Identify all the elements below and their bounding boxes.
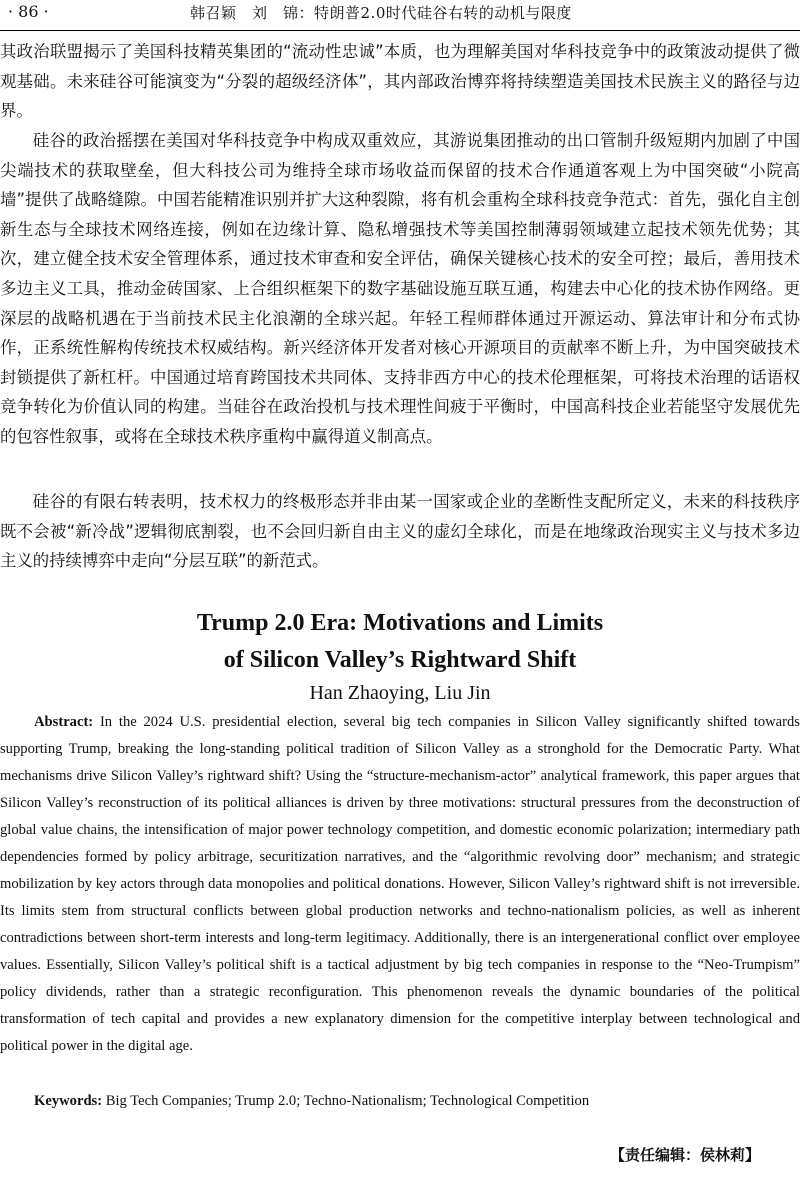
keywords (0, 1088, 800, 1115)
body-paragraph: 硅谷的有限右转表明，技术权力的终极形态并非由某一国家或企业的垄断性支配所定义，未来的科技秩序既不会被“新冷战”逻辑彻底割裂，也不会回归新自由主义的虚幻全球化，而是在地缘政治现实主义与技术多边主义的持续博弈中走向“分层互联”的新范式。 (0, 492, 800, 571)
english-title-line-1: Trump 2.0 Era: Motivations and Limits (196, 610, 604, 636)
body-paragraph: 硅谷的政治摇摆在美国对华科技竞争中构成双重效应，其游说集团推动的出口管制升级短期内加剧了中国尖端技术的获取壁垒，但大科技公司为维持全球市场收益而保留的技术合作通道客观上为中国突破“小院高墙”提供了战略缝隙。中国若能精准识别并扩大这种裂隙，将有机会重构全球科技竞争范式：首先，强化自主创新生态与全球技术网络连接，例如在边缘计算、隐私增强技术等美国控制薄弱领域建立起技术领先优势；其次，建立健全技术安全管理体系，通过技术审查和安全评估，确保关键核心技术的安全可控；最后，善用技术多边主义工具，推动金砖国家、上合组织框架下的数字基础设施互联互通，构建去中心化的技术协作网络。更深层的战略机遇在于当前技术民主化浪潮的全球兴起。年轻工程师群体通过开源运动、算法审计和分布式协作，正系统性解构传统技术权威结构。新兴经济体开发者对核心开源项目的贡献率不断上升，为中国突破技术封锁提供了新杠杆。中国通过培育跨国技术共同体、支持非西方中心的技术伦理框架，可将技术治理的话语权竞争转化为价值认同的构建。当硅谷在政治投机与技术理性间疲于平衡时，中国高科技企业若能坚守发展优先的包容性叙事，或将在全球技术秩序重构中赢得道义制高点。 (0, 131, 800, 446)
abstract-label: Abstract: (34, 714, 94, 730)
page-number: · 86 · (8, 2, 49, 21)
editor-note: 【责任编辑：侯林莉】 (609, 1146, 760, 1164)
keywords-text: Big Tech Companies; Trump 2.0; Techno-Nationalism; Technological Competition (102, 1093, 590, 1109)
authors: Han Zhaoying, Liu Jin (309, 682, 491, 704)
running-header (0, 0, 800, 31)
english-title-line-2: of Silicon Valley’s Rightward Shift (223, 647, 577, 673)
body-paragraph-continued: 其政治联盟揭示了美国科技精英集团的“流动性忠诚”本质，也为理解美国对华科技竞争中的政策波动提供了微观基础。未来硅谷可能演变为“分裂的超级经济体”，其内部政治博弈将持续塑造美国技术民族主义的路径与边界。 (0, 42, 800, 121)
abstract-text: In the 2024 U.S. presidential election, several big tech companies in Silicon Valley significantly shifted towards supporting Trump, breaking the long-standing political tradition of Silicon Valley as a stronghold for the Democratic Party. What mechanisms drive Silicon Valley’s rightward shift? Using the “structure-mechanism-actor” analytical framework, this paper argues that Silicon Valley’s reconstruction of its political alliances is driven by three motivations: structural pressures from the deconstruction of global value chains, the intensification of major power technology competition, and domestic economic polarization; intermediary path dependencies formed by policy arbitrage, securitization narratives, and the “algorithmic revolving door” mechanism; and strategic mobilization by key actors through data monopolies and political donations. However, Silicon Valley’s rightward shift is not irreversible. Its limits stem from structural conflicts between global production networks and techno-nationalism policies, as well as inherent contradictions between short-term interests and long-term legitimacy. Additionally, there is an intergenerational conflict over employee values. Essentially, Silicon Valley’s political shift is a tactical adjustment by big tech companies in response to the “Neo-Trumpism” policy dividends, rather than a strategic reconfiguration. This phenomenon reveals the dynamic boundaries of the political transformation of tech capital and provides a new explanatory dimension for the competitive interplay between technological and political power in the digital age. (0, 714, 800, 1054)
running-title: 韩召颖 刘 锦：特朗普2.0时代硅谷右转的动机与限度 (190, 4, 572, 22)
abstract (0, 709, 800, 1060)
keywords-label: Keywords: (34, 1093, 103, 1109)
